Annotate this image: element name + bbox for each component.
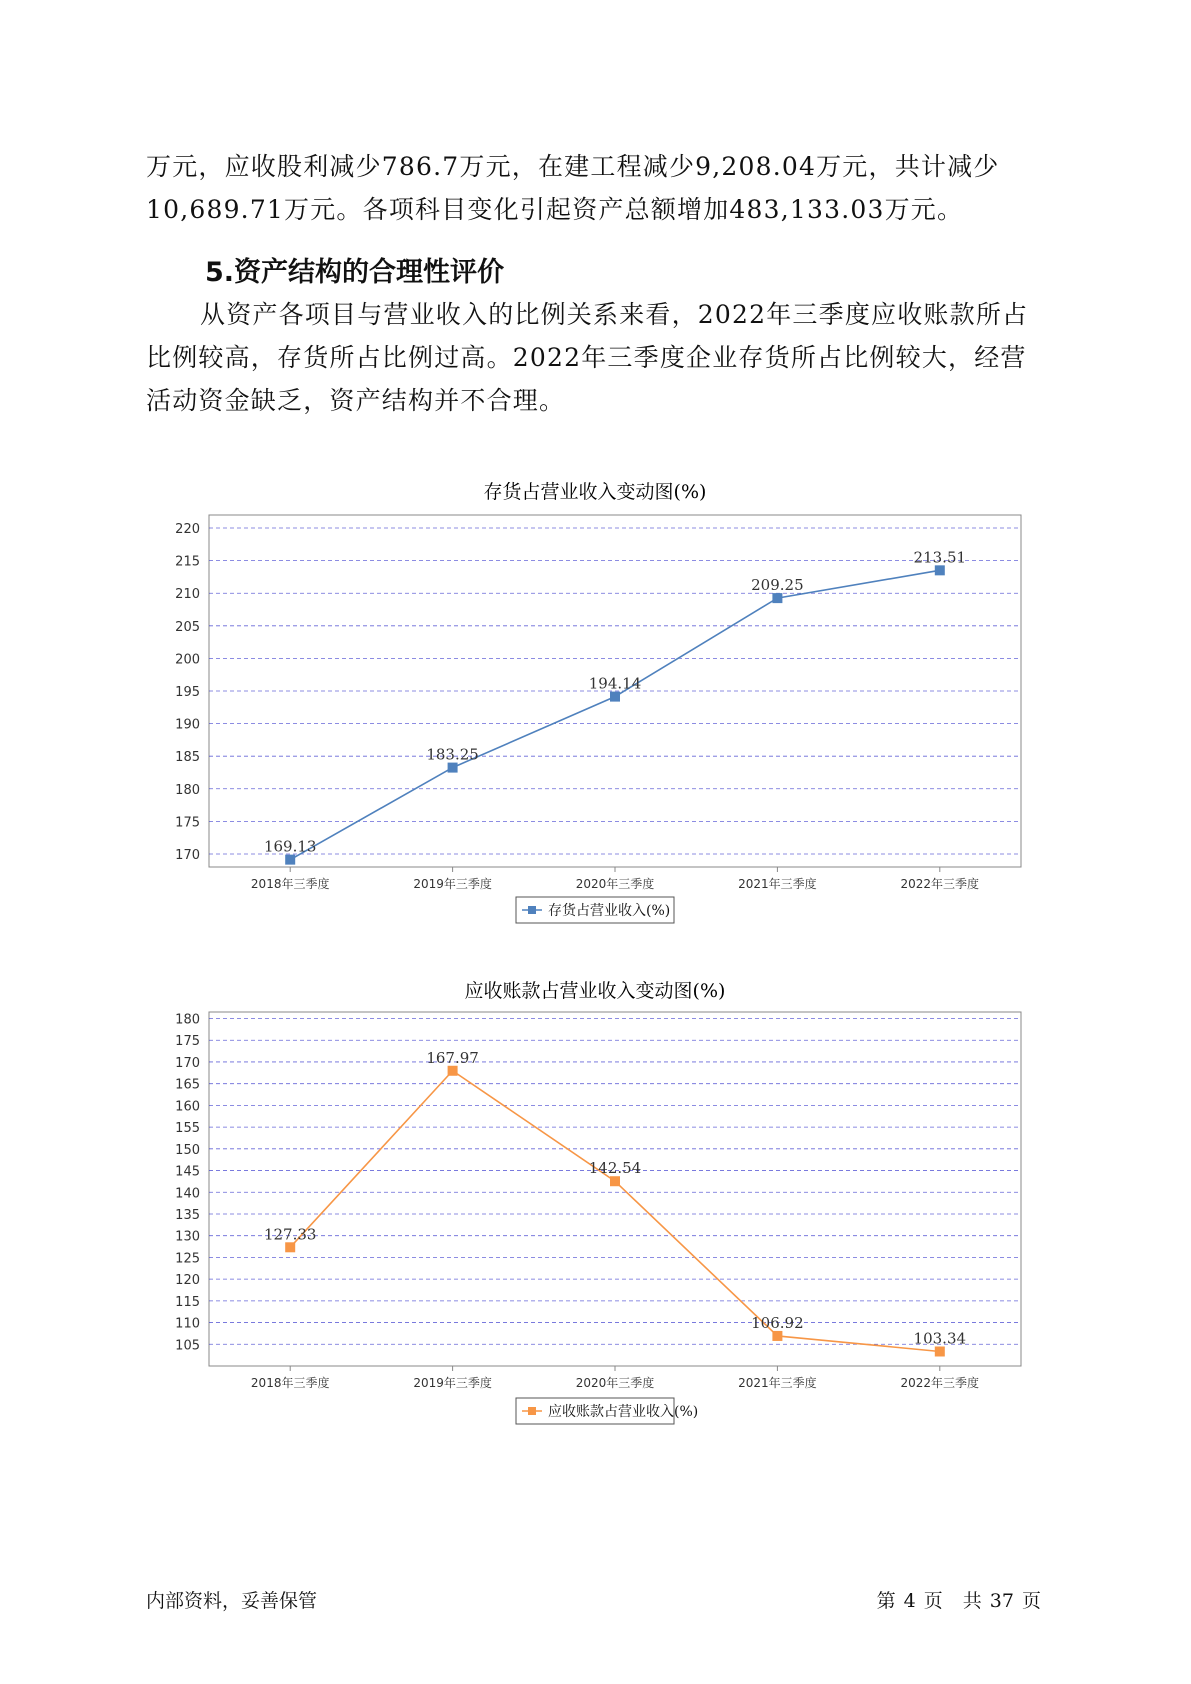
chart2-y-tick-label: 135	[175, 1207, 200, 1223]
chart1-data-point	[772, 593, 782, 603]
chart1-y-tick-label: 180	[175, 782, 200, 798]
chart1-data-label: 169.13	[263, 837, 317, 856]
chart1-y-tick-label: 210	[175, 587, 200, 603]
chart1-data-point	[285, 855, 295, 865]
chart2-y-tick-label: 130	[175, 1229, 200, 1245]
page-current: 4	[903, 1590, 916, 1612]
chart1-y-tick-label: 200	[175, 652, 200, 668]
chart1-x-tick-label: 2019年三季度	[413, 877, 492, 891]
chart2-x-tick-label: 2021年三季度	[738, 1376, 817, 1390]
paragraph-asset-change: 万元，应收股利减少786.7万元，在建工程减少9,208.04万元，共计减少10,689.71万元。各项科目变化引起资产总额增加483,133.03万元。	[146, 152, 1000, 224]
chart1-legend-marker	[528, 906, 536, 914]
paragraph-structure-evaluation: 从资产各项目与营业收入的比例关系来看，2022年三季度应收账款所占比例较高，存货所占比例过高。2022年三季度企业存货所占比例较大，经营活动资金缺乏，资产结构并不合理。	[146, 300, 1029, 415]
chart2-x-tick-label: 2019年三季度	[413, 1376, 492, 1390]
chart1-y-tick-label: 170	[175, 847, 200, 863]
chart1-y-tick-label: 205	[175, 619, 200, 635]
chart2-data-point	[772, 1331, 782, 1341]
footer-page-number	[873, 1586, 1045, 1613]
section-heading: 5.资产结构的合理性评价	[205, 257, 505, 288]
chart2-y-tick-label: 150	[175, 1142, 200, 1158]
chart2-x-tick-label: 2022年三季度	[900, 1376, 980, 1390]
chart2-y-tick-label: 165	[175, 1077, 200, 1093]
page-prefix: 第	[876, 1590, 896, 1612]
chart1-title: 存货占营业收入变动图(%)	[483, 481, 707, 503]
chart2-x-tick-label: 2018年三季度	[250, 1376, 330, 1390]
chart2-data-label: 127.33	[263, 1225, 317, 1244]
chart2-y-tick-label: 160	[175, 1099, 200, 1115]
chart2-y-tick-label: 180	[175, 1012, 200, 1028]
chart2-y-tick-label: 145	[175, 1164, 200, 1180]
chart2-y-tick-label: 170	[175, 1055, 200, 1071]
chart1-data-point	[448, 763, 458, 773]
chart2-y-tick-label: 155	[175, 1121, 200, 1137]
chart2-y-tick-label: 115	[175, 1294, 200, 1310]
footer-confidential-note: 内部资料，妥善保管	[146, 1590, 318, 1612]
chart1-x-tick-label: 2018年三季度	[250, 877, 330, 891]
chart2-data-label: 106.92	[751, 1313, 804, 1332]
chart2-legend-label: 应收账款占营业收入(%)	[548, 1404, 699, 1420]
chart2-data-point	[610, 1176, 620, 1186]
chart2-y-tick-label: 175	[175, 1034, 200, 1050]
chart2-data-label: 167.97	[426, 1048, 479, 1067]
chart2-data-point	[448, 1066, 458, 1076]
page-unit: 页	[923, 1590, 943, 1612]
chart2-legend-marker	[528, 1407, 536, 1415]
total-prefix: 共	[962, 1590, 982, 1612]
chart2-y-tick-label: 110	[175, 1316, 200, 1332]
chart1-y-tick-label: 175	[175, 815, 200, 831]
chart1-x-tick-label: 2022年三季度	[900, 877, 980, 891]
chart1-data-point	[935, 565, 945, 575]
total-unit: 页	[1021, 1590, 1041, 1612]
chart2-y-tick-label: 140	[175, 1186, 200, 1202]
chart1-data-label: 209.25	[751, 576, 804, 595]
chart1-x-tick-label: 2021年三季度	[738, 877, 817, 891]
chart2-data-point	[285, 1242, 295, 1252]
chart2-y-tick-label: 120	[175, 1273, 200, 1289]
chart2-y-tick-label: 105	[175, 1338, 200, 1354]
chart1-y-tick-label: 190	[175, 717, 200, 733]
chart1-data-point	[610, 692, 620, 702]
chart2-data-label: 142.54	[588, 1159, 642, 1178]
chart2-title: 应收账款占营业收入变动图(%)	[464, 980, 726, 1002]
chart1-y-tick-label: 220	[175, 522, 200, 538]
chart1-y-tick-label: 215	[175, 554, 200, 570]
chart1-x-tick-label: 2020年三季度	[575, 877, 655, 891]
chart1-legend-label: 存货占营业收入(%)	[548, 903, 671, 919]
page-total: 37	[989, 1590, 1014, 1612]
chart1-y-tick-label: 185	[175, 750, 200, 766]
chart2-y-tick-label: 125	[175, 1251, 200, 1267]
chart1-data-label: 213.51	[913, 548, 967, 567]
chart2-x-tick-label: 2020年三季度	[575, 1376, 655, 1390]
chart2-data-point	[935, 1346, 945, 1356]
chart2-data-label: 103.34	[913, 1329, 967, 1348]
chart1-data-label: 183.25	[426, 745, 479, 764]
chart1-data-label: 194.14	[588, 674, 642, 693]
chart1-y-tick-label: 195	[175, 685, 200, 700]
chart2-plot-area	[209, 1012, 1021, 1366]
